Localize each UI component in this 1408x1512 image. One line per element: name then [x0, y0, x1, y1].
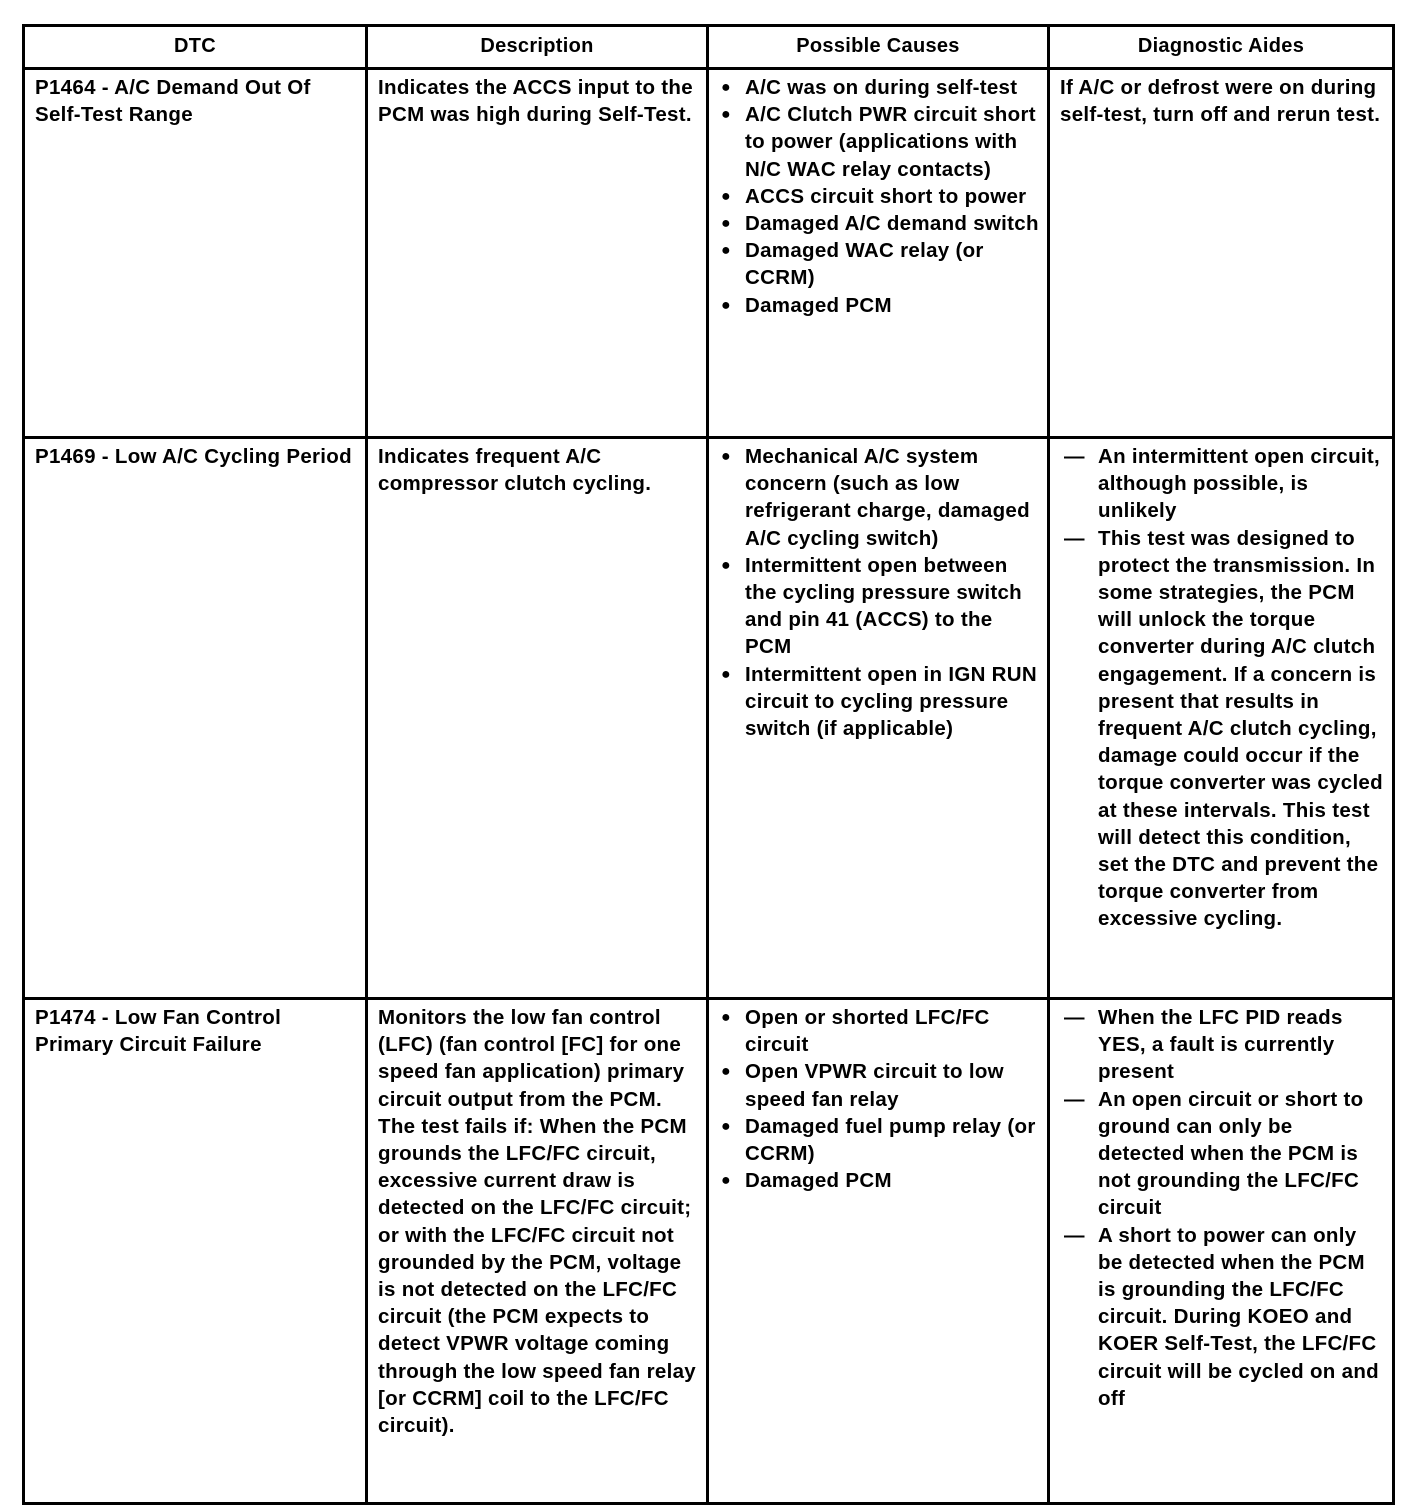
cause-text: ACCS circuit short to power — [745, 184, 1027, 208]
dtc-table — [22, 24, 1395, 1505]
dtc-code-cell: P1464 - A/C Demand Out Of Self-Test Range — [24, 69, 367, 438]
dash-icon: — — [1064, 445, 1085, 468]
list-item — [1060, 525, 1384, 933]
bullet-icon: ● — [721, 79, 731, 96]
dash-icon: — — [1064, 1223, 1085, 1247]
list-item — [1060, 443, 1384, 525]
header-dtc: DTC — [24, 26, 367, 69]
header-row — [24, 26, 1394, 69]
causes-list — [719, 443, 1039, 742]
list-item — [719, 292, 1039, 319]
aide-text: A short to power can only be detected when the PCM is grounding the LFC/FC circuit. During KOEO and KOER Self-Test, the LFC/FC circuit will be cycled on and off — [1098, 1223, 1379, 1410]
list-item — [1060, 1222, 1384, 1412]
list-item — [719, 101, 1039, 183]
description-cell: Indicates frequent A/C compressor clutch cycling. — [367, 438, 708, 999]
diagnostic-aides-cell: If A/C or defrost were on during self-test, turn off and rerun test. — [1049, 69, 1394, 438]
bullet-icon: ● — [721, 1117, 731, 1135]
header-description: Description — [367, 26, 708, 69]
cause-text: Damaged PCM — [745, 1169, 892, 1193]
possible-causes-cell — [708, 438, 1049, 999]
list-item — [719, 443, 1039, 552]
bullet-icon: ● — [721, 242, 731, 260]
aide-text: When the LFC PID reads YES, a fault is currently present — [1098, 1006, 1343, 1084]
bullet-icon: ● — [721, 215, 731, 233]
dtc-code-cell: P1469 - Low A/C Cycling Period — [24, 438, 367, 999]
causes-list — [719, 74, 1039, 319]
description-cell: Indicates the ACCS input to the PCM was high during Self-Test. — [367, 69, 708, 438]
bullet-icon: ● — [721, 448, 731, 465]
bullet-icon: ● — [721, 556, 731, 574]
cause-text: Intermittent open between the cycling pressure switch and pin 41 (ACCS) to the PCM — [745, 553, 1022, 659]
list-item — [719, 1004, 1039, 1058]
cause-text: Open or shorted LFC/FC circuit — [745, 1006, 990, 1057]
bullet-icon: ● — [721, 187, 731, 205]
list-item — [719, 183, 1039, 210]
list-item — [719, 74, 1039, 101]
list-item — [719, 237, 1039, 291]
possible-causes-cell — [708, 999, 1049, 1504]
causes-list — [719, 1004, 1039, 1194]
aide-text: An open circuit or short to ground can only be detected when the PCM is not grounding the LFC/FC circuit — [1098, 1087, 1364, 1220]
table-row — [24, 438, 1394, 999]
table-row — [24, 69, 1394, 438]
aide-text: This test was designed to protect the transmission. In some strategies, the PCM will unlock the torque converter during A/C clutch engagement. If a concern is present that results in frequent A/C clutch cycling, damage could occur if the torque converter was cycled at these intervals. This test will detect this condition, set the DTC and prevent the torque converter from excessive cycling. — [1098, 526, 1383, 931]
cause-text: A/C was on during self-test — [745, 76, 1018, 99]
bullet-icon: ● — [721, 665, 731, 683]
aides-list — [1060, 443, 1384, 933]
aide-text: An intermittent open circuit, although possible, is unlikely — [1098, 445, 1381, 523]
cause-text: Damaged fuel pump relay (or CCRM) — [745, 1114, 1036, 1166]
bullet-icon: ● — [721, 1063, 731, 1081]
cause-text: Damaged PCM — [745, 293, 892, 317]
diagnostic-aides-cell — [1049, 438, 1394, 999]
dash-icon: — — [1064, 526, 1085, 550]
aides-list — [1060, 1004, 1384, 1412]
bullet-icon: ● — [721, 1009, 731, 1026]
dash-icon: — — [1064, 1006, 1085, 1029]
bullet-icon: ● — [721, 296, 731, 314]
list-item — [719, 552, 1039, 661]
diagnostic-aides-cell — [1049, 999, 1394, 1504]
list-item — [1060, 1086, 1384, 1222]
header-diagnostic-aides: Diagnostic Aides — [1049, 26, 1394, 69]
dash-icon: — — [1064, 1087, 1085, 1111]
cause-text: Intermittent open in IGN RUN circuit to cycling pressure switch (if applicable) — [745, 662, 1037, 741]
cause-text: Damaged A/C demand switch — [745, 212, 1039, 236]
list-item — [1060, 1004, 1384, 1086]
cause-text: Mechanical A/C system concern (such as low refrigerant charge, damaged A/C cycling switch) — [745, 445, 1030, 550]
bullet-icon: ● — [721, 1172, 731, 1190]
possible-causes-cell — [708, 69, 1049, 438]
dtc-code-cell: P1474 - Low Fan Control Primary Circuit Failure — [24, 999, 367, 1504]
list-item — [719, 210, 1039, 237]
list-item — [719, 1167, 1039, 1194]
cause-text: Damaged WAC relay (or CCRM) — [745, 239, 984, 290]
list-item — [719, 1058, 1039, 1112]
bullet-icon: ● — [721, 106, 731, 124]
list-item — [719, 1113, 1039, 1167]
table-row — [24, 999, 1394, 1504]
cause-text: Open VPWR circuit to low speed fan relay — [745, 1060, 1004, 1111]
description-cell: Monitors the low fan control (LFC) (fan control [FC] for one speed fan application) primary circuit output from the PCM. The test fails if: When the PCM grounds the LFC/FC circuit, excessive current draw is detected on the LFC/FC circuit; or with the LFC/FC circuit not grounded by the PCM, voltage is not detected on the LFC/FC circuit (the PCM expects to detect VPWR voltage coming through the low speed fan relay [or CCRM] coil to the LFC/FC circuit). — [367, 999, 708, 1504]
list-item — [719, 661, 1039, 743]
header-possible-causes: Possible Causes — [708, 26, 1049, 69]
cause-text: A/C Clutch PWR circuit short to power (applications with N/C WAC relay contacts) — [745, 103, 1036, 181]
